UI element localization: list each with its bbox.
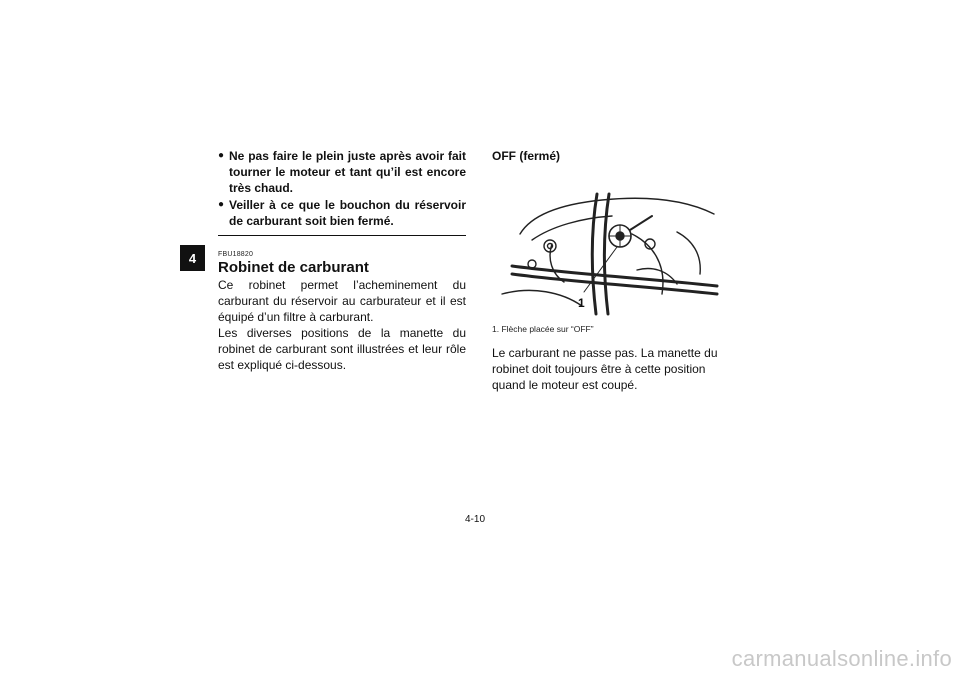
position-heading: OFF (fermé) (492, 149, 561, 163)
warning-bullet-1 (218, 148, 466, 196)
right-column (492, 148, 742, 405)
figure-caption: 1. Flèche placée sur “OFF” (492, 324, 594, 334)
position-description: Le carburant ne passe pas. La manette du robinet doit toujours être à cette position quand le moteur est coupé. (492, 346, 718, 392)
figure-callout-1: 1 (578, 296, 585, 310)
paragraph-2: Les diverses positions de la manette du robinet de carburant sont illustrées et leur rôle est expliqué ci-dessous. (218, 326, 466, 372)
watermark: carmanualsonline.info (731, 646, 952, 671)
chapter-tab: 4 (180, 245, 205, 271)
left-column (218, 148, 466, 373)
warning-divider (218, 235, 466, 236)
paragraph-1: Ce robinet permet l’acheminement du carburant du réservoir au carburateur et il est équipé d’un filtre à carburant. (218, 278, 466, 324)
page-number: 4-10 (465, 514, 486, 525)
bullet-icon: ● (218, 150, 225, 161)
warning-bullet-2 (218, 197, 466, 229)
section-code: FBU18820 (218, 251, 254, 258)
bullet-text: Ne pas faire le plein juste après avoir fait tourner le moteur et tant qu’il est encore très chaud. (229, 149, 466, 195)
bullet-icon: ● (218, 199, 225, 210)
bullet-text: Veiller à ce que le bouchon du réservoir de carburant soit bien fermé. (229, 198, 466, 228)
fuel-cock-drawing (492, 174, 742, 316)
section-title: Robinet de carburant (218, 259, 369, 276)
fuel-cock-illustration (492, 174, 742, 316)
